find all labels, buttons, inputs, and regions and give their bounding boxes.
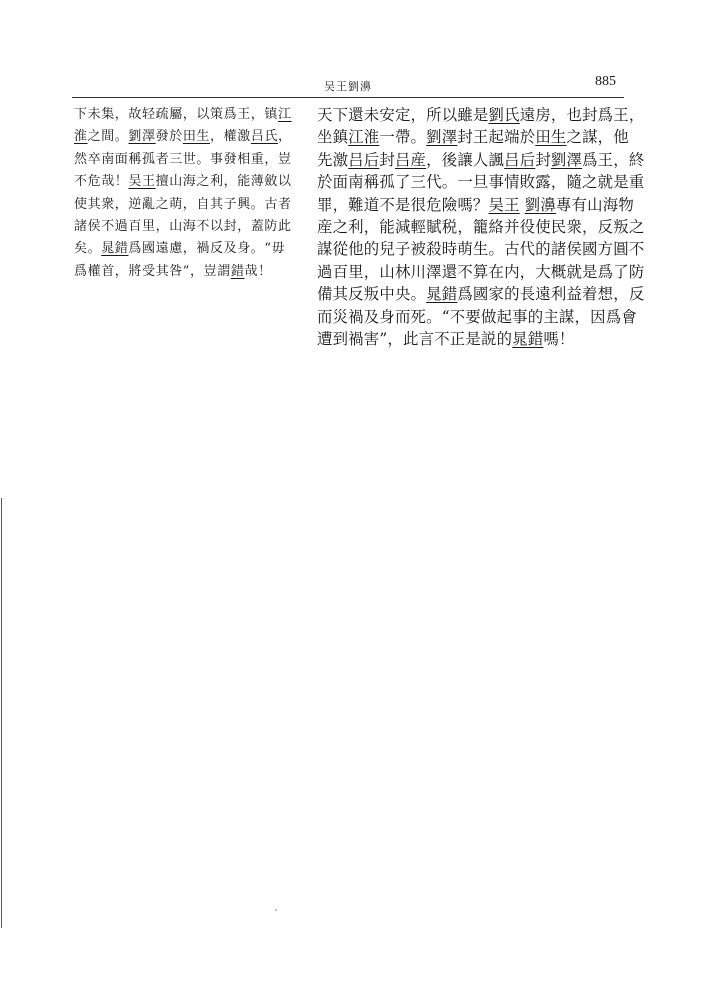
- text-segment: 過百里，山林川澤還不算在内，大概就是爲了防: [317, 262, 645, 281]
- text-segment: 封王起端於: [457, 128, 536, 147]
- translation-line: [317, 149, 645, 171]
- proper-noun: 吴王: [488, 195, 520, 214]
- translation-line: [317, 171, 645, 193]
- original-text-line: [74, 104, 306, 126]
- proper-noun: 錯: [230, 263, 245, 279]
- text-segment: 坐鎮: [317, 128, 349, 147]
- proper-noun: 劉氏: [488, 106, 520, 124]
- text-segment: ，後讓人諷: [426, 150, 505, 169]
- proper-noun: 劉澤: [550, 150, 583, 169]
- text-segment: 然卒南面稱孤者三世。事發相重，豈: [74, 151, 292, 167]
- proper-noun: 劉澤: [128, 129, 156, 145]
- proper-noun: 吕産: [394, 150, 427, 169]
- proper-noun: 晁錯: [512, 330, 544, 349]
- text-segment: 爲王，終: [582, 150, 645, 169]
- text-segment: 封: [535, 150, 551, 169]
- proper-noun: 江: [278, 107, 292, 122]
- scan-edge-mark: [1, 498, 2, 928]
- translation-line: [317, 216, 645, 238]
- original-text-line: [74, 261, 306, 283]
- text-segment: 不危哉！: [74, 174, 129, 190]
- proper-noun: 田生: [535, 128, 567, 147]
- original-text-line: [74, 194, 306, 216]
- original-text-line: [74, 238, 306, 260]
- proper-noun: 吕后: [504, 150, 536, 169]
- proper-noun: 吕氏: [250, 129, 279, 145]
- text-segment: 之謀，他: [566, 128, 629, 147]
- text-segment: 遭到禍害”，此言不正是説的: [317, 330, 513, 349]
- translation-line: [317, 194, 634, 216]
- text-segment: 一帶。: [379, 128, 427, 147]
- proper-noun: 江淮: [348, 128, 380, 147]
- text-segment: 罪，難道不是很危險嗎？: [317, 195, 489, 214]
- text-segment: 專有山海物: [555, 195, 634, 214]
- proper-noun: 劉澤: [426, 128, 458, 147]
- original-text-line: [74, 126, 306, 148]
- text-segment: 産之利，能減輕賦税，籠絡并役使民衆，反叛之: [317, 218, 645, 237]
- proper-noun: 晁錯: [426, 285, 458, 304]
- translation-line: [317, 328, 629, 350]
- original-text-line: [74, 149, 306, 171]
- text-segment: 下未集，故轻疏屬，以策爲王，镇: [74, 107, 279, 122]
- text-segment: 先激: [317, 150, 349, 169]
- translation-line: [317, 126, 629, 148]
- text-segment: 諸侯不過百里，山海不以封，蓋防此: [74, 219, 292, 235]
- proper-noun: 劉濞: [524, 195, 556, 214]
- text-segment: 爲國遠慮，禍反及身。“毋: [128, 241, 286, 257]
- translation-line: [317, 238, 645, 260]
- original-text-line: [74, 216, 306, 238]
- page-number: 885: [595, 74, 616, 89]
- text-segment: 謀從他的兒子被殺時萌生。古代的諸侯國方圓不: [317, 240, 645, 259]
- original-text-line: [74, 171, 306, 193]
- text-segment: 哉！: [244, 263, 272, 279]
- text-segment: ，權激: [210, 129, 251, 145]
- text-segment: 發於: [155, 129, 183, 145]
- running-title: 吴王劉濞: [324, 80, 372, 93]
- text-segment: 嗎！: [543, 330, 575, 349]
- proper-noun: 晁錯: [101, 241, 129, 257]
- text-segment: 而災禍及身而死。“不要做起事的主謀，因爲會: [317, 307, 637, 326]
- translation-column: [317, 104, 645, 350]
- text-segment: 擅山海之利，能薄斂以: [155, 174, 292, 190]
- proper-noun: 吕后: [348, 150, 380, 169]
- proper-noun: 吴王: [128, 174, 156, 190]
- text-segment: 爲國家的長遠利益着想，反: [457, 285, 645, 304]
- text-segment: 使其衆，逆亂之萌，自其子興。古者: [74, 196, 292, 212]
- text-segment: 備其反叛中央。: [317, 285, 427, 304]
- text-segment: 之間。: [87, 129, 129, 145]
- proper-noun: 田生: [182, 129, 211, 145]
- text-segment: 封: [379, 150, 395, 169]
- translation-line: [317, 283, 645, 305]
- text-segment: ，: [278, 129, 292, 145]
- scan-speck: [275, 909, 277, 911]
- translation-line: [317, 306, 637, 328]
- running-head: [72, 74, 624, 96]
- text-segment: 矣。: [74, 241, 102, 257]
- text-segment: 遠房，也封爲王，: [519, 106, 645, 124]
- original-text-column: [74, 104, 306, 283]
- header-rule: [72, 97, 624, 98]
- text-segment: 爲權首，將受其咎”，豈謂: [74, 263, 231, 279]
- translation-line: [317, 104, 645, 126]
- text-segment: 於面南稱孤了三代。一旦事情敗露，隨之就是重: [317, 173, 645, 192]
- text-segment: 天下還未安定，所以雖是: [317, 106, 489, 124]
- translation-line: [317, 261, 645, 283]
- proper-noun: 淮: [74, 129, 88, 145]
